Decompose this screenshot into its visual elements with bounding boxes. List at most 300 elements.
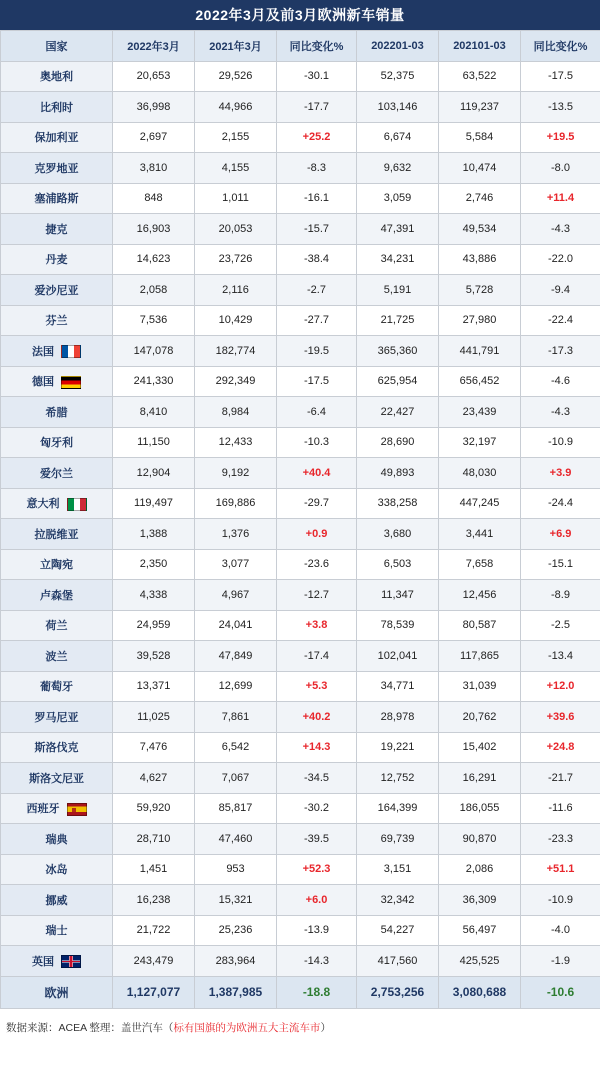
cell-ytd-2022: 52,375 [357,61,439,92]
cell-ytd-2022: 365,360 [357,336,439,367]
cell-country [1,153,113,184]
country-label: 卢森堡 [40,589,73,602]
country-label: 意大利 [26,498,60,511]
cell-march-2022: 11,150 [113,427,195,458]
cell-country [1,519,113,550]
cell-month-change: -39.5 [277,824,357,855]
cell-country [1,824,113,855]
cell-country [1,214,113,245]
table-row [1,641,600,672]
country-label: 奥地利 [40,71,73,84]
cell-country [1,61,113,92]
cell-ytd-change: -1.9 [521,946,600,977]
cell-ytd-2021: 56,497 [439,915,521,946]
cell-country [1,702,113,733]
cell-ytd-2021: 63,522 [439,61,521,92]
cell-ytd-2022: 34,231 [357,244,439,275]
cell-month-change: -18.8 [277,976,357,1008]
cell-ytd-2022: 103,146 [357,92,439,123]
cell-ytd-change: -8.0 [521,153,600,184]
cell-ytd-2021: 36,309 [439,885,521,916]
cell-march-2022: 39,528 [113,641,195,672]
flag-de-icon [61,376,81,389]
country-label: 塞浦路斯 [34,193,79,206]
cell-country [1,580,113,611]
cell-country [1,458,113,489]
table-row [1,336,600,367]
cell-ytd-2021: 48,030 [439,458,521,489]
cell-country [1,336,113,367]
table-row [1,793,600,824]
cell-month-change: -27.7 [277,305,357,336]
cell-ytd-change: -11.6 [521,793,600,824]
cell-march-2022: 2,058 [113,275,195,306]
cell-march-2021: 1,387,985 [195,976,277,1008]
cell-ytd-change: -4.6 [521,366,600,397]
cell-ytd-2021: 43,886 [439,244,521,275]
cell-month-change: +5.3 [277,671,357,702]
flag-fr-icon [61,345,81,358]
cell-march-2022: 12,904 [113,458,195,489]
cell-ytd-2022: 28,978 [357,702,439,733]
cell-ytd-change: -4.0 [521,915,600,946]
cell-march-2022: 4,627 [113,763,195,794]
cell-march-2021: 2,155 [195,122,277,153]
cell-ytd-2021: 12,456 [439,580,521,611]
cell-march-2021: 15,321 [195,885,277,916]
cell-march-2021: 1,011 [195,183,277,214]
cell-month-change: -17.7 [277,92,357,123]
footer-source: 数据来源：ACEA 整理：盖世汽车（ [6,1022,174,1034]
cell-ytd-change: -17.5 [521,61,600,92]
cell-ytd-change: -8.9 [521,580,600,611]
cell-ytd-2021: 441,791 [439,336,521,367]
cell-ytd-2022: 417,560 [357,946,439,977]
cell-march-2022: 7,476 [113,732,195,763]
cell-month-change: -17.5 [277,366,357,397]
country-label: 保加利亚 [34,132,79,145]
cell-country [1,763,113,794]
cell-march-2021: 44,966 [195,92,277,123]
cell-ytd-2022: 338,258 [357,488,439,519]
table-row [1,702,600,733]
cell-country [1,915,113,946]
cell-ytd-change: -22.0 [521,244,600,275]
country-label: 立陶宛 [40,559,73,572]
cell-ytd-2022: 102,041 [357,641,439,672]
cell-march-2021: 7,861 [195,702,277,733]
cell-march-2021: 85,817 [195,793,277,824]
cell-march-2021: 20,053 [195,214,277,245]
cell-ytd-2021: 10,474 [439,153,521,184]
flag-it-icon [67,498,87,511]
cell-march-2022: 7,536 [113,305,195,336]
cell-march-2022: 21,722 [113,915,195,946]
table-row [1,397,600,428]
table-row [1,824,600,855]
cell-ytd-2022: 9,632 [357,153,439,184]
cell-ytd-change: -4.3 [521,214,600,245]
cell-ytd-2022: 12,752 [357,763,439,794]
cell-month-change: -38.4 [277,244,357,275]
cell-month-change: -30.1 [277,61,357,92]
cell-ytd-2021: 31,039 [439,671,521,702]
cell-month-change: -12.7 [277,580,357,611]
cell-country [1,366,113,397]
cell-ytd-2021: 656,452 [439,366,521,397]
cell-ytd-change: -13.5 [521,92,600,123]
cell-march-2021: 7,067 [195,763,277,794]
cell-ytd-change: -15.1 [521,549,600,580]
cell-country [1,275,113,306]
cell-country [1,793,113,824]
column-header-country: 国家 [1,31,113,62]
cell-month-change: -2.7 [277,275,357,306]
cell-march-2021: 2,116 [195,275,277,306]
cell-ytd-2022: 19,221 [357,732,439,763]
cell-country [1,244,113,275]
cell-ytd-2021: 186,055 [439,793,521,824]
cell-month-change: -34.5 [277,763,357,794]
cell-march-2021: 4,967 [195,580,277,611]
cell-country [1,549,113,580]
cell-ytd-change: +39.6 [521,702,600,733]
cell-march-2021: 9,192 [195,458,277,489]
cell-ytd-change: -10.9 [521,885,600,916]
column-header-ytd-2021: 202101-03 [439,31,521,62]
cell-march-2021: 4,155 [195,153,277,184]
cell-ytd-2021: 20,762 [439,702,521,733]
table-row [1,305,600,336]
cell-ytd-2021: 447,245 [439,488,521,519]
country-label: 希腊 [45,406,68,419]
cell-march-2022: 4,338 [113,580,195,611]
cell-ytd-2022: 21,725 [357,305,439,336]
table-row [1,275,600,306]
cell-march-2022: 24,959 [113,610,195,641]
country-label: 瑞典 [45,833,68,846]
cell-ytd-change: -10.6 [521,976,600,1008]
cell-ytd-change: -21.7 [521,763,600,794]
cell-ytd-2022: 3,059 [357,183,439,214]
cell-ytd-2021: 2,086 [439,854,521,885]
table-row [1,580,600,611]
cell-ytd-2021: 80,587 [439,610,521,641]
cell-march-2022: 59,920 [113,793,195,824]
cell-ytd-2021: 5,728 [439,275,521,306]
cell-ytd-2022: 49,893 [357,458,439,489]
cell-ytd-2021: 23,439 [439,397,521,428]
country-label: 拉脱维亚 [34,528,79,541]
cell-ytd-change: +12.0 [521,671,600,702]
cell-country [1,946,113,977]
cell-ytd-2022: 32,342 [357,885,439,916]
cell-march-2021: 10,429 [195,305,277,336]
cell-ytd-change: -4.3 [521,397,600,428]
flag-es-icon [67,803,87,816]
cell-march-2021: 292,349 [195,366,277,397]
cell-ytd-change: +11.4 [521,183,600,214]
country-label: 爱尔兰 [40,467,73,480]
cell-march-2021: 6,542 [195,732,277,763]
country-label: 德国 [32,376,54,389]
table-row [1,549,600,580]
cell-month-change: -23.6 [277,549,357,580]
cell-march-2022: 8,410 [113,397,195,428]
cell-march-2022: 147,078 [113,336,195,367]
table-row [1,458,600,489]
cell-march-2021: 3,077 [195,549,277,580]
cell-march-2021: 25,236 [195,915,277,946]
cell-country [1,885,113,916]
cell-march-2022: 1,127,077 [113,976,195,1008]
country-label: 斯洛文尼亚 [29,772,84,785]
cell-ytd-change: +51.1 [521,854,600,885]
cell-march-2021: 29,526 [195,61,277,92]
cell-month-change: +52.3 [277,854,357,885]
cell-month-change: -29.7 [277,488,357,519]
cell-month-change: -30.2 [277,793,357,824]
cell-ytd-2022: 47,391 [357,214,439,245]
cell-march-2021: 47,849 [195,641,277,672]
cell-march-2021: 1,376 [195,519,277,550]
cell-march-2022: 243,479 [113,946,195,977]
cell-ytd-2021: 27,980 [439,305,521,336]
cell-march-2022: 1,451 [113,854,195,885]
flag-gb-icon [61,955,81,968]
table-row [1,122,600,153]
cell-ytd-2022: 6,503 [357,549,439,580]
cell-ytd-2022: 2,753,256 [357,976,439,1008]
cell-ytd-2021: 3,080,688 [439,976,521,1008]
cell-month-change: +40.2 [277,702,357,733]
cell-country [1,488,113,519]
cell-month-change: -14.3 [277,946,357,977]
cell-march-2022: 241,330 [113,366,195,397]
cell-march-2022: 3,810 [113,153,195,184]
cell-march-2022: 11,025 [113,702,195,733]
cell-country [1,854,113,885]
country-label: 丹麦 [45,254,68,267]
column-header-ytd-change: 同比变化% [521,31,600,62]
cell-month-change: +3.8 [277,610,357,641]
cell-march-2022: 2,350 [113,549,195,580]
table-row [1,732,600,763]
cell-month-change: +25.2 [277,122,357,153]
cell-country [1,397,113,428]
cell-march-2021: 283,964 [195,946,277,977]
table-body [1,61,600,1008]
table-row [1,610,600,641]
column-header-march-2021: 2021年3月 [195,31,277,62]
cell-country [1,641,113,672]
cell-month-change: +14.3 [277,732,357,763]
footer-note [0,1015,600,1041]
cell-month-change: -16.1 [277,183,357,214]
country-label: 匈牙利 [40,437,73,450]
column-header-march-2022: 2022年3月 [113,31,195,62]
cell-ytd-2021: 2,746 [439,183,521,214]
cell-country [1,671,113,702]
cell-ytd-change: -10.9 [521,427,600,458]
cell-ytd-2021: 425,525 [439,946,521,977]
cell-ytd-change: +24.8 [521,732,600,763]
country-label: 葡萄牙 [40,681,73,694]
cell-ytd-2022: 22,427 [357,397,439,428]
cell-march-2022: 36,998 [113,92,195,123]
cell-ytd-change: -2.5 [521,610,600,641]
country-label: 西班牙 [26,803,60,816]
cell-ytd-2022: 3,151 [357,854,439,885]
cell-march-2022: 28,710 [113,824,195,855]
cell-country [1,183,113,214]
cell-march-2022: 16,903 [113,214,195,245]
cell-country [1,92,113,123]
cell-march-2022: 16,238 [113,885,195,916]
cell-ytd-change: +19.5 [521,122,600,153]
table-row [1,763,600,794]
cell-march-2021: 12,699 [195,671,277,702]
cell-ytd-change: -23.3 [521,824,600,855]
column-header-month-change: 同比变化% [277,31,357,62]
cell-ytd-change: -9.4 [521,275,600,306]
cell-country [1,732,113,763]
cell-march-2022: 119,497 [113,488,195,519]
cell-ytd-2022: 69,739 [357,824,439,855]
table-row [1,671,600,702]
cell-month-change: -19.5 [277,336,357,367]
cell-ytd-2022: 3,680 [357,519,439,550]
europe-new-car-sales-table [0,30,600,1009]
cell-ytd-change: -24.4 [521,488,600,519]
cell-country [1,305,113,336]
country-label: 挪威 [45,894,68,907]
country-label: 瑞士 [45,925,68,938]
cell-march-2022: 13,371 [113,671,195,702]
cell-month-change: -15.7 [277,214,357,245]
cell-march-2022: 20,653 [113,61,195,92]
cell-ytd-2022: 625,954 [357,366,439,397]
cell-ytd-2021: 49,534 [439,214,521,245]
country-label: 比利时 [40,101,73,114]
cell-country [1,427,113,458]
country-label: 欧洲 [44,985,69,1000]
cell-ytd-2021: 7,658 [439,549,521,580]
cell-march-2021: 8,984 [195,397,277,428]
cell-march-2021: 953 [195,854,277,885]
cell-month-change: -10.3 [277,427,357,458]
column-header-ytd-2022: 202201-03 [357,31,439,62]
cell-march-2022: 1,388 [113,519,195,550]
country-label: 爱沙尼亚 [34,284,79,297]
cell-march-2021: 182,774 [195,336,277,367]
cell-ytd-2022: 54,227 [357,915,439,946]
cell-march-2022: 2,697 [113,122,195,153]
table-row [1,488,600,519]
cell-month-change: -6.4 [277,397,357,428]
cell-ytd-2021: 16,291 [439,763,521,794]
page-title: 2022年3月及前3月欧洲新车销量 [0,0,600,30]
table-row [1,519,600,550]
cell-ytd-2022: 34,771 [357,671,439,702]
cell-march-2022: 848 [113,183,195,214]
country-label: 克罗地亚 [34,162,79,175]
footer-flag-note: 标有国旗的为欧洲五大主流车市 [173,1022,321,1034]
country-label: 斯洛伐克 [34,742,79,755]
table-row [1,214,600,245]
table-row [1,183,600,214]
cell-country [1,976,113,1008]
table-row [1,854,600,885]
cell-ytd-2021: 5,584 [439,122,521,153]
cell-month-change: -8.3 [277,153,357,184]
cell-march-2021: 169,886 [195,488,277,519]
table-row-total [1,976,600,1008]
country-label: 冰岛 [45,864,68,877]
cell-march-2021: 47,460 [195,824,277,855]
cell-ytd-2022: 5,191 [357,275,439,306]
cell-ytd-change: -22.4 [521,305,600,336]
table-row [1,427,600,458]
cell-ytd-2021: 90,870 [439,824,521,855]
cell-month-change: +40.4 [277,458,357,489]
country-label: 法国 [32,345,54,358]
cell-ytd-2022: 6,674 [357,122,439,153]
table-row [1,885,600,916]
cell-ytd-2021: 3,441 [439,519,521,550]
table-row [1,366,600,397]
cell-ytd-2021: 15,402 [439,732,521,763]
country-label: 捷克 [45,223,68,236]
table-row [1,244,600,275]
cell-ytd-2021: 117,865 [439,641,521,672]
country-label: 荷兰 [45,620,68,633]
cell-country [1,610,113,641]
country-label: 波兰 [45,650,68,663]
header-row [1,31,600,62]
table-row [1,946,600,977]
cell-ytd-2022: 28,690 [357,427,439,458]
table-header [1,31,600,62]
cell-march-2021: 23,726 [195,244,277,275]
cell-ytd-2022: 78,539 [357,610,439,641]
table-row [1,61,600,92]
cell-month-change: +6.0 [277,885,357,916]
cell-ytd-2022: 11,347 [357,580,439,611]
cell-month-change: -17.4 [277,641,357,672]
country-label: 芬兰 [45,315,68,328]
table-row [1,915,600,946]
table-row [1,153,600,184]
cell-ytd-2022: 164,399 [357,793,439,824]
cell-ytd-2021: 32,197 [439,427,521,458]
cell-ytd-change: +6.9 [521,519,600,550]
cell-march-2021: 12,433 [195,427,277,458]
cell-march-2021: 24,041 [195,610,277,641]
cell-ytd-change: +3.9 [521,458,600,489]
cell-march-2022: 14,623 [113,244,195,275]
country-label: 英国 [32,955,54,968]
cell-country [1,122,113,153]
cell-ytd-change: -17.3 [521,336,600,367]
cell-month-change: -13.9 [277,915,357,946]
cell-ytd-change: -13.4 [521,641,600,672]
country-label: 罗马尼亚 [34,711,79,724]
cell-ytd-2021: 119,237 [439,92,521,123]
table-row [1,92,600,123]
cell-month-change: +0.9 [277,519,357,550]
footer-close-paren: ） [320,1022,331,1034]
